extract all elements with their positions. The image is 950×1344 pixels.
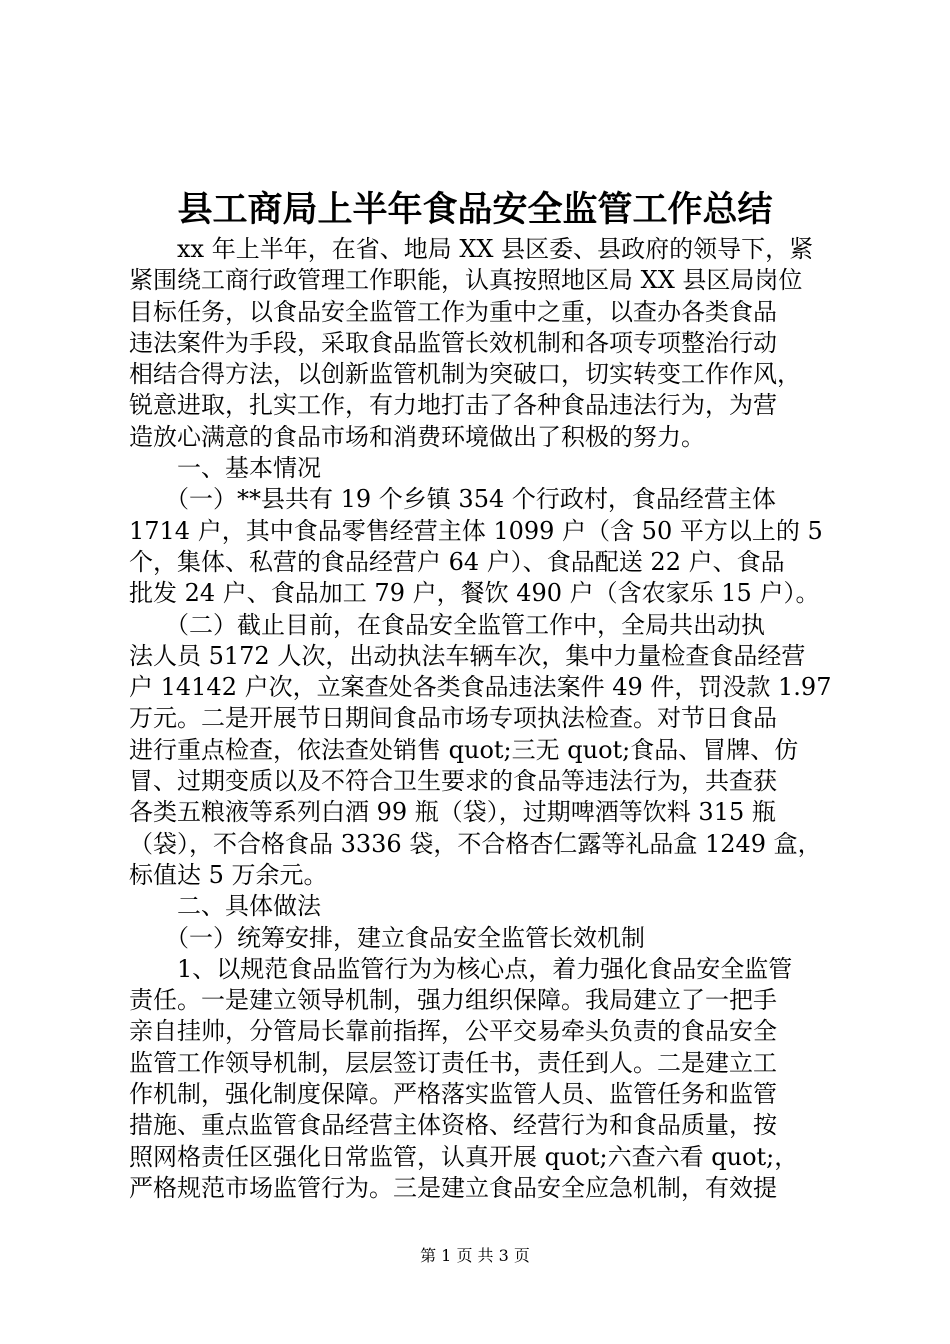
document-title: 县工商局上半年食品安全监管工作总结 [177,190,773,230]
body-line: xx 年上半年，在省、地局 XX 县区委、县政府的领导下，紧 [129,235,814,263]
body-line: 各类五粮液等系列白酒 99 瓶（袋），过期啤酒等饮料 315 瓶 [129,798,776,827]
body-line: 冒、过期变质以及不符合卫生要求的食品等违法行为，共查获 [129,767,777,796]
body-line: 责任。一是建立领导机制，强力组织保障。我局建立了一把手 [129,986,777,1015]
section-heading: 一、基本情况 [129,454,321,483]
page-number-footer: 第 1 页 共 3 页 [420,1246,530,1265]
body-line: 目标任务，以食品安全监管工作为重中之重，以查办各类食品 [129,297,777,326]
body-line: 违法案件为手段，采取食品监管长效机制和各项专项整治行动 [129,328,777,357]
body-line: （二）截止目前，在食品安全监管工作中，全局共出动执 [129,610,765,639]
body-line: 个，集体、私营的食品经营户 64 户）、食品配送 22 户、食品 [129,547,785,576]
body-line: 进行重点检查，依法查处销售 quot;三无 quot;食品、冒牌、仿 [129,735,799,764]
body-line: 锐意进取，扎实工作，有力地打击了各种食品违法行为，为营 [129,391,777,420]
body-line: 万元。二是开展节日期间食品市场专项执法检查。对节日食品 [129,704,777,733]
body-line: 措施、重点监管食品经营主体资格、经营行为和食品质量，按 [129,1111,777,1140]
section-heading: 二、具体做法 [129,892,321,921]
body-line: 批发 24 户、食品加工 79 户，餐饮 490 户（含农家乐 15 户）。 [129,579,820,608]
body-line: 相结合得方法，以创新监管机制为突破口，切实转变工作作风， [129,360,801,389]
body-line: 亲自挂帅，分管局长靠前指挥，公平交易牵头负责的食品安全 [129,1017,777,1046]
body-line: 监管工作领导机制，层层签订责任书，责任到人。二是建立工 [129,1048,777,1077]
body-line: （袋），不合格食品 3336 袋，不合格杏仁露等礼品盒 1249 盒， [129,829,822,858]
body-line: 作机制，强化制度保障。严格落实监管人员、监管任务和监管 [129,1080,777,1109]
body-line: 严格规范市场监管行为。三是建立食品安全应急机制，有效提 [129,1173,777,1202]
body-line: 1714 户，其中食品零售经营主体 1099 户（含 50 平方以上的 5 [129,516,823,545]
body-line: 户 14142 户次，立案查处各类食品违法案件 49 件，罚没款 1.97 [129,673,832,702]
body-line: 标值达 5 万余元。 [129,860,328,889]
body-line: 1、以规范食品监管行为为核心点，着力强化食品安全监管 [129,954,793,983]
body-line: 造放心满意的食品市场和消费环境做出了积极的努力。 [129,422,705,451]
body-line: （一）**县共有 19 个乡镇 354 个行政村，食品经营主体 [129,485,776,514]
body-line: 紧围绕工商行政管理工作职能，认真按照地区局 XX 县区局岗位 [129,266,803,295]
subsection-heading: （一）统筹安排，建立食品安全监管长效机制 [129,923,645,952]
document-body [129,234,832,1204]
body-line: 照网格责任区强化日常监管，认真开展 quot;六查六看 quot;， [129,1142,799,1171]
body-line: 法人员 5172 人次，出动执法车辆车次，集中力量检查食品经营 [129,641,806,670]
